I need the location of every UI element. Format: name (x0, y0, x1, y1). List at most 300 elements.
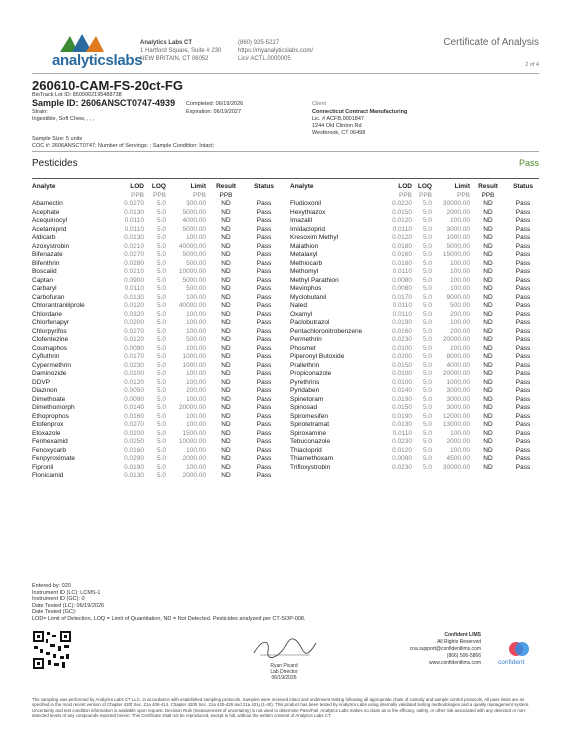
cell-lod: 0.0190 (392, 319, 412, 326)
director-title: Lab Director (270, 669, 298, 675)
cell-loq: 5.0 (156, 285, 166, 292)
cell-analyte: Phosmet (290, 344, 316, 352)
cell-result: ND (483, 200, 493, 207)
cell-loq: 5.0 (422, 208, 432, 216)
table-row (32, 421, 282, 430)
table-row (290, 455, 540, 464)
table-row (290, 404, 540, 413)
cell-lod: 0.0110 (392, 302, 412, 309)
cell-result: ND (483, 310, 493, 318)
table-row (32, 455, 282, 464)
cell-result: ND (483, 268, 493, 275)
client-address-2: Westbrook, CT 06498 (312, 130, 366, 136)
cell-loq: 5.0 (156, 370, 166, 377)
cell-lod: 0.0210 (124, 242, 144, 250)
lims-rights: All Rights Reserved (437, 639, 481, 645)
cell-limit: 30000.00 (442, 200, 470, 207)
cell-loq: 5.0 (422, 421, 432, 428)
cell-analyte: Pyridaben (290, 387, 320, 394)
cell-status: Pass (515, 217, 531, 224)
instrument-lc: Instrument ID (LC): LCMS-1 (32, 589, 101, 596)
cell-lod: 0.0160 (124, 412, 144, 420)
cell-limit: 8000.00 (446, 353, 470, 360)
units-row (290, 192, 540, 201)
cell-lod: 0.0100 (392, 378, 412, 386)
director-signature-block (244, 663, 324, 681)
cell-lod: 0.0270 (124, 200, 144, 207)
table-row (32, 311, 282, 320)
cell-analyte: Acetamiprid (32, 225, 67, 233)
table-row (32, 464, 282, 473)
cell-result: ND (483, 225, 493, 233)
cell-result: ND (483, 319, 493, 326)
cell-lod: 0.0290 (124, 455, 144, 462)
cell-loq: 5.0 (156, 378, 166, 386)
cell-lod: 0.0090 (124, 344, 144, 352)
cell-status: Pass (256, 225, 272, 233)
biotrack-lot: BioTrack Lot ID: 8509902195488738 (32, 92, 122, 98)
cell-status: Pass (256, 404, 272, 411)
cell-lod: 0.0140 (124, 404, 144, 411)
cell-status: Pass (256, 259, 272, 267)
col-analyte: Analyte (32, 183, 56, 190)
table-row (32, 260, 282, 269)
cell-limit: 3000.00 (446, 387, 470, 394)
col-lod: LOD (398, 183, 412, 190)
cell-analyte: Methomyl (290, 268, 319, 275)
cell-status: Pass (256, 353, 272, 360)
cell-status: Pass (256, 302, 272, 309)
table-row (290, 277, 540, 286)
cell-result: ND (483, 421, 493, 428)
table-row (290, 285, 540, 294)
cell-analyte: Cypermethrin (32, 361, 72, 369)
cell-limit: 5000.00 (182, 225, 206, 233)
cell-analyte: Fipronil (32, 463, 54, 471)
entered-by: Entered by: 020 (32, 583, 71, 589)
cell-status: Pass (515, 370, 531, 377)
cell-loq: 5.0 (156, 293, 166, 301)
cell-loq: 5.0 (422, 259, 432, 267)
client-name: Connecticut Contract Manufacturing (312, 109, 408, 115)
cell-limit: 2000.00 (182, 472, 206, 479)
cell-loq: 5.0 (422, 353, 432, 360)
cell-status: Pass (515, 276, 531, 284)
cell-loq: 5.0 (422, 225, 432, 233)
cell-result: ND (483, 302, 493, 309)
lab-address-2: NEW BRITAIN, CT 06052 (140, 56, 209, 62)
client-label: Client (312, 101, 327, 107)
cell-loq: 5.0 (422, 438, 432, 445)
cell-analyte: Fludioxonil (290, 200, 322, 207)
cell-status: Pass (256, 242, 272, 250)
cell-limit: 13000.00 (442, 421, 470, 428)
cell-loq: 5.0 (156, 344, 166, 352)
cell-limit: 500.00 (186, 285, 206, 292)
cell-analyte: Permethrin (290, 336, 322, 343)
cell-lod: 0.0190 (124, 463, 144, 471)
cell-lod: 0.0130 (124, 208, 144, 216)
unit-result: PPB (481, 191, 495, 199)
cell-loq: 5.0 (156, 208, 166, 216)
cell-lod: 0.0240 (392, 387, 412, 394)
cell-limit: 100.00 (450, 319, 470, 326)
cell-status: Pass (256, 421, 272, 428)
cell-result: ND (221, 421, 231, 428)
cell-analyte: Pyrethrins (290, 378, 320, 386)
cell-lod: 0.0110 (392, 225, 412, 233)
cell-limit: 20000.00 (178, 404, 206, 411)
col-limit: Limit (190, 183, 206, 190)
cell-lod: 0.0270 (124, 421, 144, 428)
cell-status: Pass (256, 395, 272, 403)
cell-status: Pass (256, 208, 272, 216)
completed-date: Completed: 06/19/2026 (186, 101, 244, 107)
units-row (32, 192, 282, 201)
table-row (290, 251, 540, 260)
cell-limit: 2000.00 (446, 208, 470, 216)
lab-phone: (860) 925-5227 (238, 40, 280, 46)
cell-loq: 5.0 (156, 429, 166, 437)
cell-limit: 5000.00 (182, 251, 206, 258)
cell-result: ND (221, 319, 231, 326)
table-row (290, 438, 540, 447)
cell-result: ND (483, 217, 493, 224)
cell-result: ND (221, 208, 231, 216)
cell-status: Pass (256, 276, 272, 284)
cell-loq: 5.0 (422, 446, 432, 454)
cell-analyte: Methiocarb (290, 259, 323, 267)
cell-result: ND (483, 327, 493, 335)
cell-lod: 0.0120 (124, 302, 144, 309)
cell-limit: 12000.00 (442, 412, 470, 420)
cell-loq: 5.0 (422, 302, 432, 309)
coc-info: COC #: 2606ANSCT0747; Number of Servings: ; Sample Condition: Intact; (32, 143, 215, 149)
table-row (32, 243, 282, 252)
cell-loq: 5.0 (422, 361, 432, 369)
cell-loq: 5.0 (156, 395, 166, 403)
table-row (290, 396, 540, 405)
cell-analyte: Fenhexamid (32, 438, 68, 445)
cell-result: ND (483, 404, 493, 411)
cell-analyte: Oxamyl (290, 310, 313, 318)
cell-lod: 0.0270 (124, 327, 144, 335)
cell-lod: 0.0160 (392, 251, 412, 258)
cell-result: ND (221, 259, 231, 267)
table-row (290, 430, 540, 439)
cell-loq: 5.0 (422, 412, 432, 420)
cell-loq: 5.0 (422, 293, 432, 301)
cell-limit: 5000.00 (182, 276, 206, 284)
cell-lod: 0.0200 (124, 319, 144, 326)
cell-limit: 3000.00 (446, 395, 470, 403)
cell-lod: 0.0120 (392, 234, 412, 241)
lims-info (410, 632, 481, 667)
cell-status: Pass (515, 378, 531, 386)
header-divider (32, 73, 539, 74)
cell-status: Pass (256, 200, 272, 207)
cell-lod: 0.0110 (392, 310, 412, 318)
table-row (290, 294, 540, 303)
cell-lod: 0.0090 (124, 395, 144, 403)
cell-loq: 5.0 (422, 200, 432, 207)
cell-status: Pass (515, 429, 531, 437)
cell-status: Pass (256, 319, 272, 326)
table-row (32, 234, 282, 243)
col-lod: LOD (130, 183, 144, 190)
cell-loq: 5.0 (156, 234, 166, 241)
cell-result: ND (221, 344, 231, 352)
cell-lod: 0.0110 (124, 225, 144, 233)
cell-status: Pass (515, 200, 531, 207)
cell-result: ND (221, 293, 231, 301)
client-address-1: 1244 Old Clinton Rd (312, 123, 362, 129)
table-row (290, 379, 540, 388)
cell-status: Pass (256, 370, 272, 377)
cell-result: ND (483, 259, 493, 267)
cell-limit: 1500.00 (182, 429, 206, 437)
cell-status: Pass (256, 344, 272, 352)
cell-loq: 5.0 (156, 200, 166, 207)
cell-loq: 5.0 (422, 336, 432, 343)
cell-limit: 100.00 (186, 344, 206, 352)
cell-analyte: Thiamethoxam (290, 455, 333, 462)
cell-result: ND (483, 344, 493, 352)
cell-result: ND (221, 327, 231, 335)
table-row (32, 413, 282, 422)
table-row (32, 353, 282, 362)
unit-lod: PPB (130, 191, 144, 199)
table-row (32, 226, 282, 235)
cell-result: ND (221, 387, 231, 394)
cell-loq: 5.0 (422, 268, 432, 275)
cell-lod: 0.0230 (392, 438, 412, 445)
cell-limit: 200.00 (450, 327, 470, 335)
matrix: Ingestible, Soft Chew, , , , (32, 116, 95, 122)
cell-result: ND (221, 463, 231, 471)
table-row (32, 447, 282, 456)
cell-limit: 100.00 (186, 234, 206, 241)
cell-limit: 200.00 (450, 310, 470, 318)
cell-limit: 4000.00 (182, 217, 206, 224)
cell-lod: 0.0110 (124, 285, 144, 292)
lims-url[interactable]: www.confidentlims.com (429, 660, 481, 666)
cell-result: ND (483, 412, 493, 420)
lims-email[interactable]: coa.support@confidentlims.com (409, 646, 481, 652)
lab-contact (238, 39, 313, 63)
cell-limit: 2000.00 (446, 438, 470, 445)
cell-status: Pass (515, 251, 531, 258)
cell-analyte: Fenoxycarb (32, 446, 66, 454)
cell-lod: 0.0100 (124, 370, 144, 377)
cell-analyte: Spiroxamine (290, 429, 327, 437)
cell-analyte: Chlorfenapyr (32, 319, 70, 326)
cell-result: ND (221, 217, 231, 224)
cell-lod: 0.0180 (392, 242, 412, 250)
sample-id: Sample ID: 2606ANSCT0747-4939 (32, 98, 176, 108)
unit-loq: PPB (152, 191, 166, 199)
cell-limit: 100.00 (186, 412, 206, 420)
cell-result: ND (483, 234, 493, 241)
qr-code[interactable] (32, 630, 72, 670)
cell-status: Pass (515, 310, 531, 318)
cell-result: ND (221, 429, 231, 437)
cell-limit: 100.00 (186, 293, 206, 301)
lab-name: Analytics Labs CT (140, 40, 193, 46)
client-license: Lic. # ACFB.0001847 (312, 116, 364, 122)
table-row (32, 387, 282, 396)
cell-lod: 0.0120 (392, 217, 412, 224)
table-row (32, 345, 282, 354)
table-row (32, 302, 282, 311)
cell-result: ND (221, 242, 231, 250)
table-row (32, 277, 282, 286)
cell-loq: 5.0 (156, 412, 166, 420)
cell-limit: 40000.00 (178, 242, 206, 250)
cell-loq: 5.0 (422, 455, 432, 462)
cell-result: ND (483, 463, 493, 471)
table-row (32, 328, 282, 337)
cell-analyte: Paclobutrazol (290, 319, 330, 326)
cell-analyte: Prallethrin (290, 361, 320, 369)
cell-lod: 0.0130 (124, 472, 144, 479)
table-row (290, 311, 540, 320)
cell-limit: 1000.00 (446, 378, 470, 386)
cell-loq: 5.0 (422, 370, 432, 377)
cell-status: Pass (515, 344, 531, 352)
table-row (32, 294, 282, 303)
cell-limit: 500.00 (186, 336, 206, 343)
col-status: Status (254, 183, 274, 190)
cell-result: ND (221, 310, 231, 318)
cell-analyte: Spirotetramat (290, 421, 330, 428)
cell-loq: 5.0 (422, 378, 432, 386)
date-tested-gc: Date Tested (GC): (32, 609, 77, 615)
cell-limit: 100.00 (186, 446, 206, 454)
cell-lod: 0.0210 (124, 268, 144, 275)
cell-lod: 0.0900 (124, 276, 144, 284)
table-row (290, 345, 540, 354)
cell-result: ND (483, 361, 493, 369)
cell-status: Pass (515, 336, 531, 343)
table-row (32, 285, 282, 294)
cell-lod: 0.0080 (392, 276, 412, 284)
results-table-right (290, 183, 540, 472)
cell-analyte: Thiacloprid (290, 446, 322, 454)
cell-loq: 5.0 (156, 259, 166, 267)
cell-analyte: Abamectin (32, 200, 63, 207)
cell-lod: 0.0110 (124, 217, 144, 224)
confident-logo-icon (508, 640, 530, 658)
unit-limit: PPB (456, 191, 470, 199)
cell-status: Pass (515, 446, 531, 454)
cell-limit: 100.00 (450, 446, 470, 454)
sample-size: Sample Size: 5 units (32, 136, 83, 142)
cell-result: ND (221, 438, 231, 445)
cell-lod: 0.0230 (392, 463, 412, 471)
cell-status: Pass (515, 319, 531, 326)
cell-analyte: Boscalid (32, 268, 57, 275)
cell-loq: 5.0 (422, 429, 432, 437)
cell-analyte: Azoxystrobin (32, 242, 70, 250)
cell-result: ND (221, 412, 231, 420)
expiration-date: Expiration: 06/19/2027 (186, 109, 242, 115)
cell-analyte: Etoxazole (32, 429, 61, 437)
cell-loq: 5.0 (156, 242, 166, 250)
cell-loq: 5.0 (156, 276, 166, 284)
cell-analyte: Kresoxim Methyl (290, 234, 339, 241)
cell-loq: 5.0 (156, 463, 166, 471)
cell-loq: 5.0 (156, 251, 166, 258)
cell-analyte: Propiconazole (290, 370, 332, 377)
cell-status: Pass (256, 293, 272, 301)
cell-limit: 100.00 (450, 268, 470, 275)
table-row (290, 217, 540, 226)
cell-lod: 0.0110 (392, 268, 412, 275)
cell-result: ND (483, 429, 493, 437)
cell-loq: 5.0 (156, 446, 166, 454)
cell-status: Pass (256, 446, 272, 454)
cell-lod: 0.0180 (392, 259, 412, 267)
cell-limit: 3000.00 (446, 404, 470, 411)
cell-status: Pass (256, 412, 272, 420)
cell-status: Pass (515, 455, 531, 462)
table-row (32, 217, 282, 226)
unit-loq: PPB (418, 191, 432, 199)
cell-analyte: Acequinocyl (32, 217, 68, 224)
table-row (290, 370, 540, 379)
unit-analyte (290, 192, 380, 201)
cell-analyte: Mevinphos (290, 285, 322, 292)
cell-loq: 5.0 (156, 336, 166, 343)
table-row (290, 260, 540, 269)
cell-result: ND (483, 395, 493, 403)
table-row (32, 336, 282, 345)
cell-loq: 5.0 (422, 404, 432, 411)
cell-limit: 100.00 (186, 378, 206, 386)
table-row (32, 319, 282, 328)
cell-limit: 30000.00 (442, 463, 470, 471)
cell-limit: 100.00 (186, 395, 206, 403)
document-title: Certificate of Analysis (443, 37, 539, 48)
cell-analyte: Methyl Parathion (290, 276, 339, 284)
cell-status: Pass (256, 472, 272, 479)
signature-icon (250, 635, 320, 661)
cell-lod: 0.0250 (124, 438, 144, 445)
lab-url[interactable]: https://myanalyticslabs.com/ (238, 48, 314, 54)
cell-loq: 5.0 (422, 285, 432, 292)
cell-limit: 100.00 (450, 285, 470, 292)
cell-lod: 0.0100 (392, 370, 412, 377)
cell-analyte: Malathion (290, 242, 319, 250)
cell-result: ND (483, 276, 493, 284)
cell-lod: 0.0110 (392, 429, 412, 437)
table-row (290, 226, 540, 235)
cell-lod: 0.0130 (124, 234, 144, 241)
cell-result: ND (221, 251, 231, 258)
cell-loq: 5.0 (156, 327, 166, 335)
cell-limit: 3000.00 (446, 225, 470, 233)
cell-loq: 5.0 (156, 472, 166, 479)
cell-result: ND (221, 353, 231, 360)
cell-lod: 0.0190 (392, 412, 412, 420)
cell-status: Pass (256, 310, 272, 318)
cell-limit: 10000.00 (178, 268, 206, 275)
cell-limit: 9000.00 (446, 293, 470, 301)
cell-lod: 0.0160 (124, 446, 144, 454)
col-loq: LOQ (151, 183, 166, 190)
results-table-left (32, 183, 282, 481)
